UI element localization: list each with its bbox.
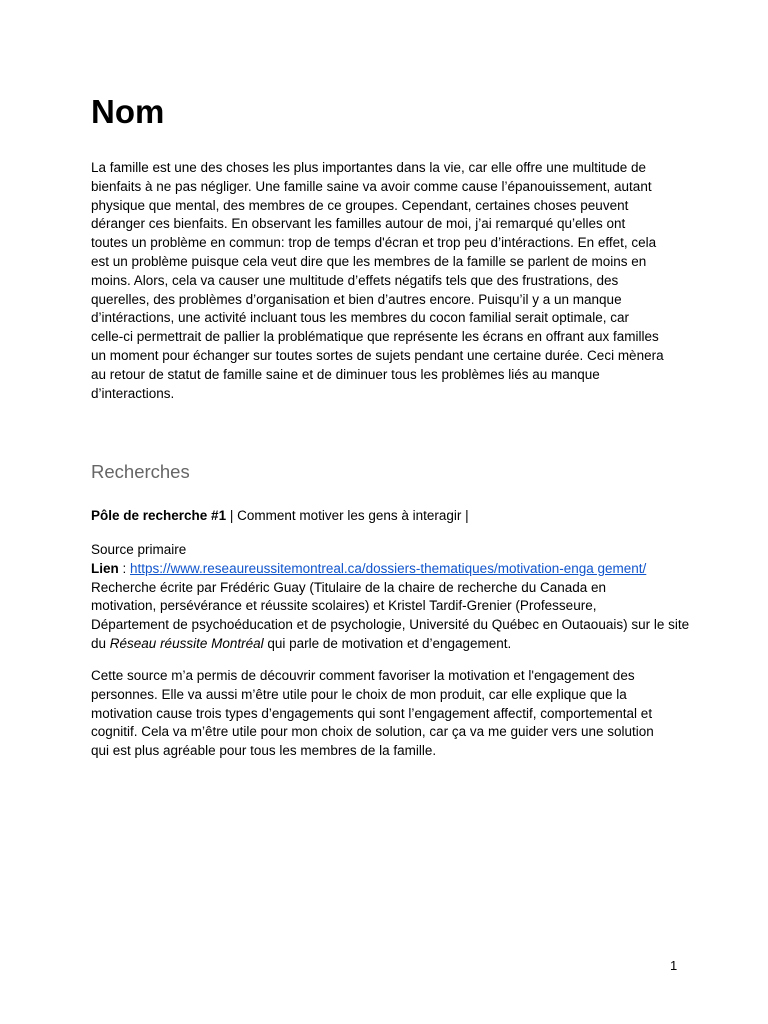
source-block bbox=[91, 541, 691, 654]
source-link[interactable]: https://www.reseaureussitemontreal.ca/dossiers-thematiques/motivation-enga gement/ bbox=[130, 560, 647, 576]
summary-paragraph: Cette source m’a permis de découvrir comment favoriser la motivation et l'engagement des personnes. Elle va aussi m’être utile pour le choix de mon produit, car elle explique que la motivation cause trois types d’engagements qui sont l’engagement affectif, comportemental et cognitif. Cela va m’être utile pour mon choix de solution, car ça va me guider vers une solution qui est plus agréable pour tous les membres de la famille. bbox=[91, 668, 654, 759]
intro-paragraph: La famille est une des choses les plus importantes dans la vie, car elle offre une multitude de bienfaits à ne pas négliger. Une famille saine va avoir comme cause l’épanouissement, autant physique que mental, des membres de ce groupes. Cependant, certaines choses peuvent déranger ces bienfaits. En observant les familles autour de moi, j’ai remarqué qu’elles ont toutes un problème en commun: trop de temps d'écran et trop peu d’intéractions. En effet, cela est un problème puisque cela veut dire que les membres de la famille se parlent de moins en moins. Alors, cela va causer une multitude d’effets négatifs tels que des frustrations, des querelles, des problèmes d’organisation et bien d’autres encore. Puisqu’il y a un manque d’intéractions, une activité incluant tous les membres du cocon familial serait optimale, car celle-ci permettrait de pallier la problématique que représente les écrans en offrant aux familles un moment pour échanger sur toutes sortes de sujets pendant une certaine durée. Ceci mènera au retour de statut de famille saine et de diminuer tous les problèmes liés au manque d’interactions. bbox=[91, 160, 664, 401]
research-pole-label: Pôle de recherche #1 bbox=[91, 508, 227, 523]
source-description bbox=[91, 580, 689, 651]
research-pole-line bbox=[91, 507, 691, 526]
section-heading-recherches: Recherches bbox=[91, 461, 190, 482]
link-label: Lien bbox=[91, 560, 119, 576]
research-pole-topic: | Comment motiver les gens à interagir | bbox=[226, 508, 469, 523]
source-site-name: Réseau réussite Montréal bbox=[109, 635, 264, 651]
page-number: 1 bbox=[670, 958, 678, 973]
source-description-text: Recherche écrite par Frédéric Guay (Titulaire de la chaire de recherche du Canada en motivation, persévérance et réussite scolaires) et Kristel Tardif-Grenier (Professeure, Département de psychoéducation et de psychologie, Université du Québec en Outaouais) sur le site du bbox=[91, 579, 690, 651]
source-type: Source primaire bbox=[91, 542, 187, 557]
document-title: Nom bbox=[91, 93, 165, 130]
source-link-line bbox=[91, 560, 691, 579]
link-separator: : bbox=[118, 560, 131, 576]
source-description-end: qui parle de motivation et d’engagement. bbox=[263, 635, 512, 651]
